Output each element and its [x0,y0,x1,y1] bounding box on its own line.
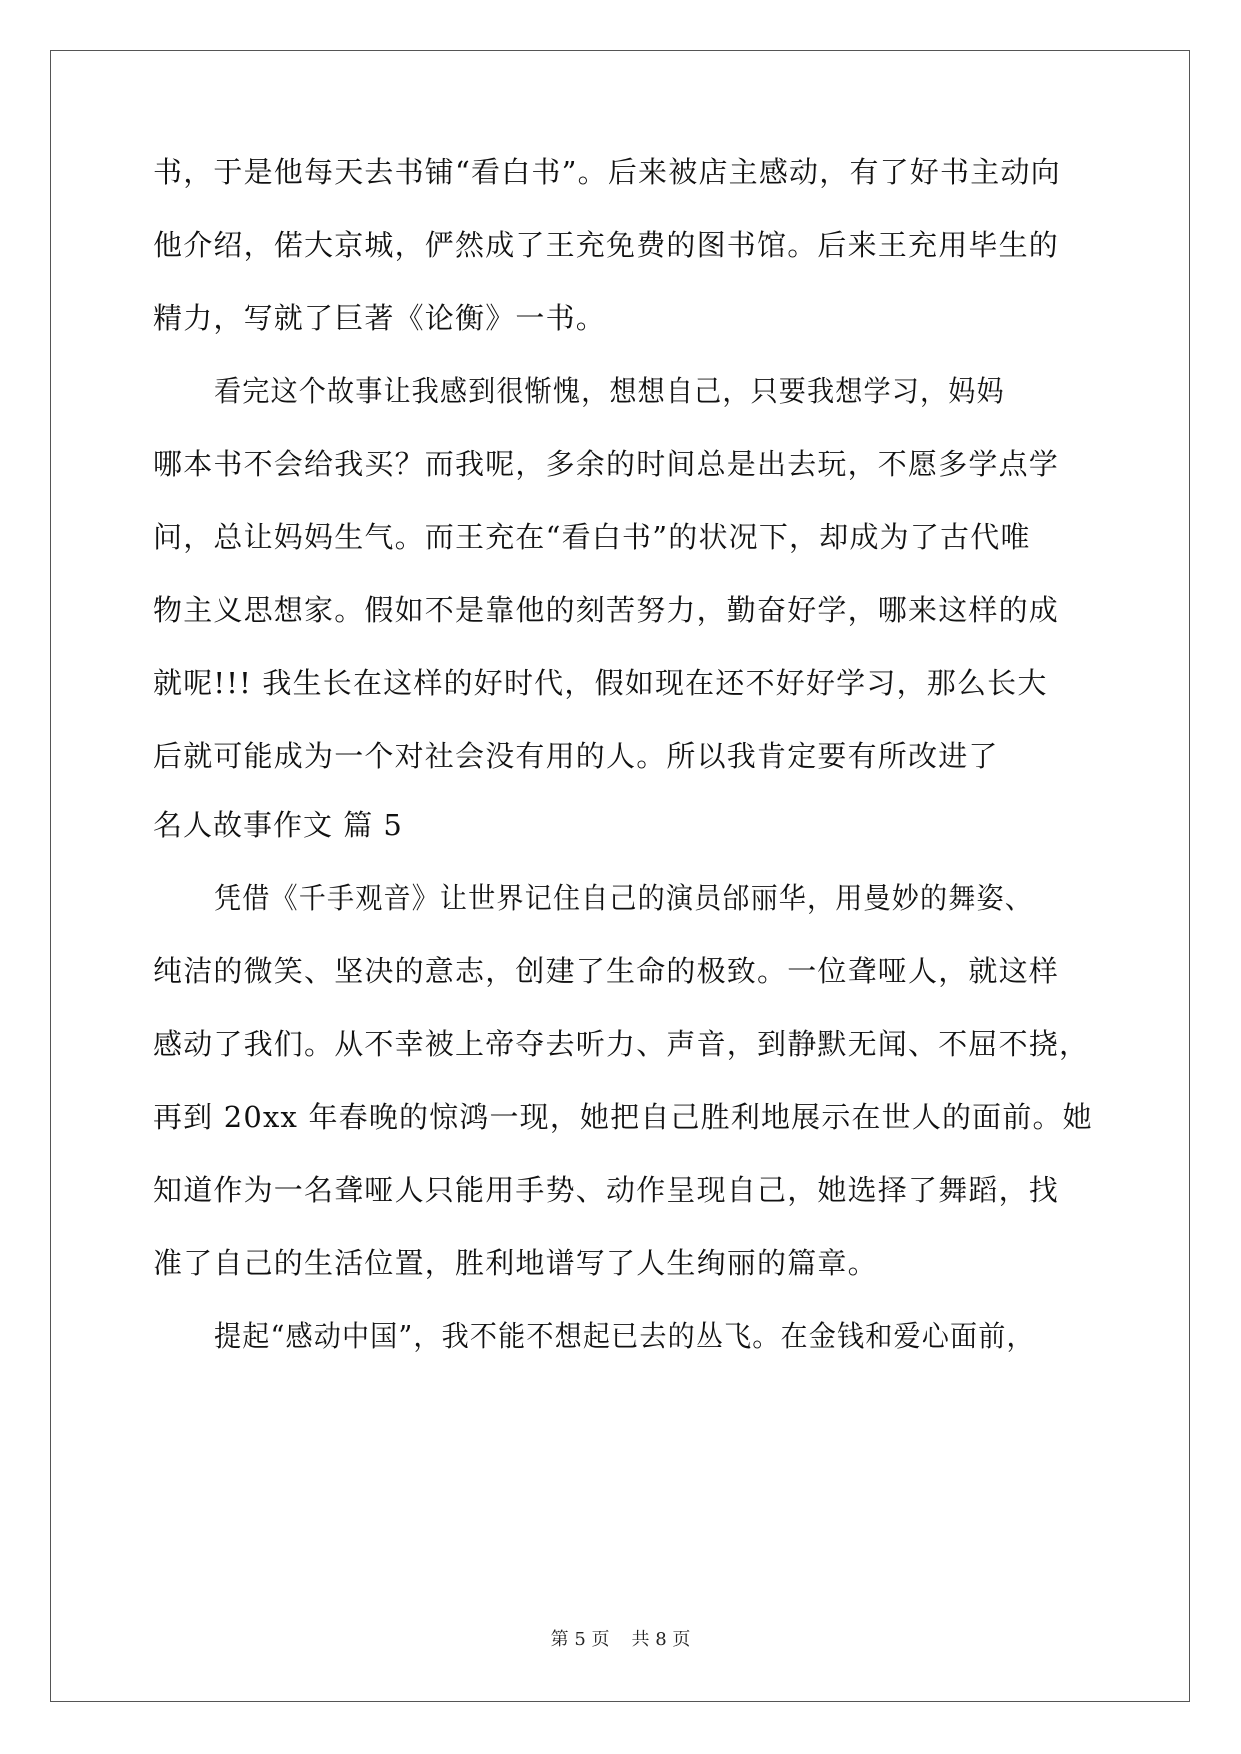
paragraph-line: 精力，写就了巨著《论衡》一书。 [153,301,607,335]
paragraph-line: 物主义思想家。假如不是靠他的刻苦努力，勤奋好学，哪来这样的成 [153,593,1060,627]
paragraph-line: 知道作为一名聋哑人只能用手势、动作呈现自己，她选择了舞蹈，找 [153,1173,1060,1207]
paragraph-line: 提起“感动中国”，我不能不想起已去的丛飞。在金钱和爱心面前， [214,1319,1035,1353]
paragraph-line: 再到 20xx 年春晚的惊鸿一现，她把自己胜利地展示在世人的面前。她 [153,1100,1093,1134]
paragraph-line: 准了自己的生活位置，胜利地谱写了人生绚丽的篇章。 [153,1246,878,1280]
paragraph-line: 就呢!!! 我生长在这样的好时代，假如现在还不好好学习，那么长大 [153,666,1048,700]
paragraph-line: 后就可能成为一个对社会没有用的人。所以我肯定要有所改进了 [153,739,999,773]
paragraph-line: 凭借《千手观音》让世界记住自己的演员邰丽华，用曼妙的舞姿、 [214,881,1033,915]
total-page-count: 共 8 页 [631,1629,691,1650]
paragraph-line: 问，总让妈妈生气。而王充在“看白书”的状况下，却成为了古代唯 [153,520,1031,554]
paragraph-line: 纯洁的微笑、坚决的意志，创建了生命的极致。一位聋哑人，就这样 [153,954,1060,988]
paragraph-line: 感动了我们。从不幸被上帝夺去听力、声音，到静默无闻、不屈不挠， [153,1027,1090,1061]
section-heading: 名人故事作文 篇 5 [153,808,403,842]
paragraph-line: 他介绍，偌大京城，俨然成了王充免费的图书馆。后来王充用毕生的 [153,228,1060,262]
paragraph-line: 书，于是他每天去书铺“看白书”。后来被店主感动，有了好书主动向 [153,155,1061,189]
paragraph-line: 哪本书不会给我买？而我呢，多余的时间总是出去玩，不愿多学点学 [153,447,1060,481]
current-page-number: 第 5 页 [550,1629,610,1650]
paragraph-line: 看完这个故事让我感到很惭愧，想想自己，只要我想学习，妈妈 [214,374,1005,408]
page-footer [0,1628,1241,1652]
